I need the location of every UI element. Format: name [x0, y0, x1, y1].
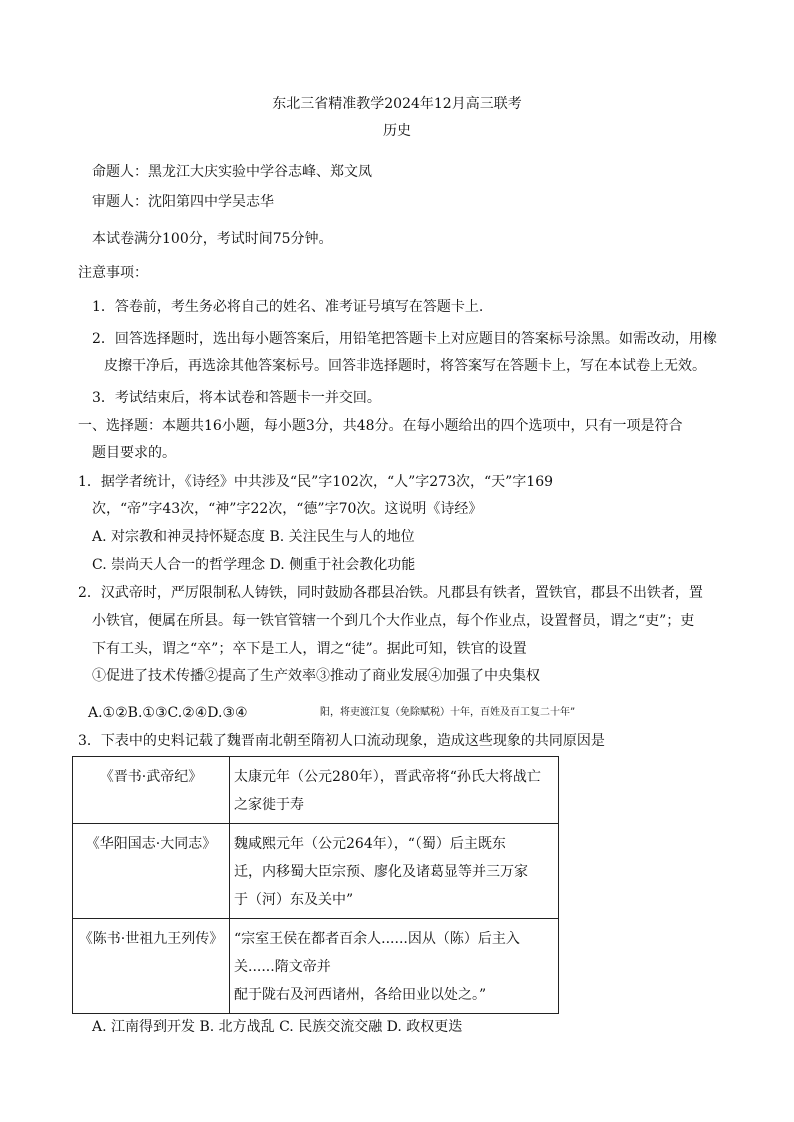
section-heading: 一、选择题：本题共16小题，每小题3分，共48分。在每小题给出的四个选项中，只有一项是符合: [78, 418, 683, 434]
question-2-stem: 2．汉武帝时，严厉限制私人铸铁，同时鼓励各郡县冶铁。凡郡县有铁者，置铁官，郡县不出铁者，置: [78, 585, 703, 601]
exam-info: 本试卷满分100分，考试时间75分钟。: [92, 231, 333, 247]
source-excerpt: [230, 919, 559, 1014]
excerpt-line: 太康元年（公元280年），晋武帝将“孙氏大将战亡: [234, 769, 541, 785]
source-table: [72, 756, 559, 1014]
stray-text-fragment: 阳，将吏渡江复（免除赋税）十年，百姓及百工复二十年”: [320, 707, 576, 718]
table-row: [73, 824, 559, 919]
excerpt-line: 关......隋文帝并: [234, 959, 331, 975]
question-1-stem: 1．据学者统计，《诗经》中共涉及“民”字102次，“人”字273次，“天”字169: [78, 474, 554, 490]
excerpt-line: 迁，内移蜀大臣宗预、廖化及诸葛显等并三万家: [234, 864, 528, 880]
note-item-continued: 皮擦干净后，再选涂其他答案标号。回答非选择题时，将答案写在答题卡上，写在本试卷上无效。: [104, 358, 706, 374]
question-1-stem-continued: 次，“帝”字43次，“神”字22次，“德”字70次。这说明《诗经》: [92, 501, 483, 517]
source-title: 《华阳国志·大同志》: [73, 824, 230, 919]
note-item: 1．答卷前，考生务必将自己的姓名、准考证号填写在答题卡上.: [92, 299, 484, 315]
question-3-stem: 3．下表中的史料记载了魏晋南北朝至隋初人口流动现象，造成这些现象的共同原因是: [78, 733, 605, 749]
note-item: 3．考试结束后，将本试卷和答题卡一并交回。: [92, 390, 381, 406]
excerpt-line: “宗室王侯在都者百余人......因从（陈）后主入: [234, 931, 520, 947]
exam-title: 东北三省精准教学2024年12月高三联考: [272, 96, 522, 112]
subject-title: 历史: [383, 123, 411, 139]
question-2-options: A.①②B.①③C.②④D.③④: [88, 705, 248, 721]
excerpt-line: 魏咸熙元年（公元264年），“（蜀）后主既东: [234, 836, 506, 852]
question-3-options: A. 江南得到开发 B. 北方战乱 C. 民族交流交融 D. 政权更迭: [92, 1019, 463, 1035]
source-title: 《晋书·武帝纪》: [73, 757, 230, 824]
source-excerpt: [230, 757, 559, 824]
question-writer: 命题人：黑龙江大庆实验中学谷志峰、郑文凤: [92, 164, 372, 180]
question-2-stem-continued: 下有工头，谓之“卒”；卒下是工人，谓之“徒”。据此可知，铁官的设置: [92, 641, 527, 657]
source-title: 《陈书·世祖九王列传》: [73, 919, 230, 1014]
excerpt-line: 之家徙于寿: [234, 797, 304, 813]
question-reviewer: 审题人：沈阳第四中学吴志华: [92, 194, 274, 210]
question-1-options-cd: C. 崇尚天人合一的哲学理念 D. 侧重于社会教化功能: [92, 557, 416, 573]
note-item: 2．回答选择题时，选出每小题答案后，用铅笔把答题卡上对应题目的答案标号涂黑。如需改动，用橡: [92, 331, 717, 347]
question-2-stem-continued: 小铁官，便属在所县。每一铁官管辖一个到几个大作业点，每个作业点，设置督员，谓之“吏”；吏: [92, 613, 695, 629]
table-row: [73, 919, 559, 1014]
question-1-options-ab: A. 对宗教和神灵持怀疑态度 B. 关注民生与人的地位: [92, 529, 415, 545]
notes-heading: 注意事项：: [78, 265, 148, 281]
source-excerpt: [230, 824, 559, 919]
question-2-statements: ①促进了技术传播②提高了生产效率③推动了商业发展④加强了中央集权: [92, 668, 540, 684]
excerpt-line: 配于陇右及河西诸州，各给田业以处之。”: [234, 987, 487, 1003]
section-heading-continued: 题目要求的。: [92, 445, 176, 461]
excerpt-line: 于（河）东及关中”: [234, 892, 354, 908]
table-row: [73, 757, 559, 824]
